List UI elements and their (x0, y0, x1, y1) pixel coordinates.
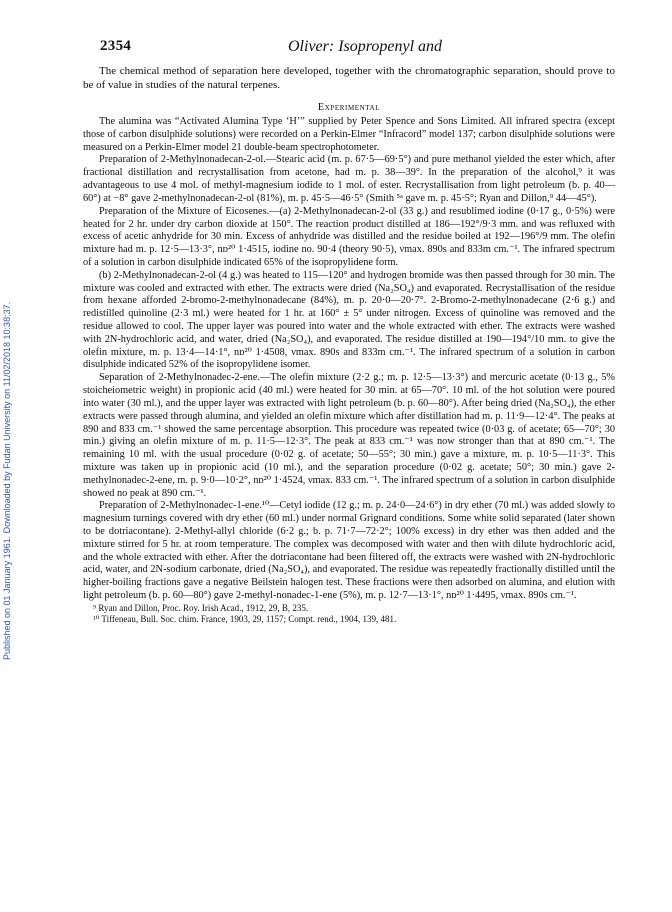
paragraph-separation: Separation of 2-Methylnonadec-2-ene.—The olefin mixture (2·2 g.; m. p. 12·5—13·3°) and mercuric acetate (0·13 g., 5% stoicheiometric weight) in propionic acid (40 ml.) were heated for 30 min. at 65—70°. 10 ml. of the hot solution were poured into water (30 ml.), and the upper layer was extracted with light petroleum (b. p. 60—80°). After being dried (Na₂SO₄), the ether extracts were passed through alumina, and yielded an olefin mixture which after distillation had m. p. 11·9—12·4°. The peaks at 890 and 833 cm.⁻¹ showed the same percentage absorption. This procedure was repeated twice (0·03 g. of acetate; 65—70°; 30 min.) giving an olefin mixture of m. p. 11·5—12·3°. The peak at 833 cm.⁻¹ was now stronger than that at 890 cm.⁻¹. The remaining 10 ml. with the usual procedure (0·02 g. of acetate; 50—55°; 30 min.) gave a mixture, m. p. 10·5—11·3°. This mixture was taken up in propionic acid (10 ml.), and the separation procedure (0·02 g. acetate; 50°; 30 min.) gave 2-methylnonadec-2-ene, m. p. 9·0—10·2°, nᴅ²⁰ 1·4524, νmax. 833 cm.⁻¹. The infrared spectrum of a solution in carbon disulphide showed no peak at 890 cm.⁻¹. (83, 372, 615, 499)
download-watermark (1, 150, 13, 660)
watermark-text: Published on 01 January 1961. Downloaded by Fudan University on 11/02/2018 10:38:37. (2, 301, 12, 660)
section-heading-experimental: Experimental (317, 102, 381, 113)
footnote-10: ¹⁰ Tiffeneau, Bull. Soc. chim. France, 1903, 29, 1157; Compt. rend., 1904, 139, 481. (93, 614, 397, 625)
paragraph-prep-nonadecanol: Preparation of 2-Methylnonadecan-2-ol.—Stearic acid (m. p. 67·5—69·5°) and pure methanol yielded the ester which, after fractional distillation and recrystallisation from acetone, had m. p. 38—39°. In the preparation of the alcohol,⁹ it was advantageous to use 4 mol. of methyl-magnesium iodide to 1 mol. of ester. Recrystallisation from light petroleum (b. p. 40—60°) at −8° gave 2-methylnonadecan-2-ol (81%), m. p. 45·5—46·5° (Smith ⁵ᵃ gave m. p. 45·5°; Ryan and Dillon,⁹ 44—45°). (83, 154, 615, 204)
page-header (100, 38, 592, 58)
article-body (83, 64, 615, 626)
intro-paragraph: The chemical method of separation here developed, together with the chromatographic separation, should prove to be of value in studies of the natural terpenes. (83, 65, 615, 91)
paragraph-prep-eicosenes-b: (b) 2-Methylnonadecan-2-ol (4 g.) was heated to 115—120° and hydrogen bromide was then passed through for 30 min. The mixture was cooled and extracted with ether. The extracts were dried (Na₂SO₄) and evaporated. Recrystallisation of the residue from hexane afforded 2-bromo-2-methylnonadecane (84%), m. p. 20·0—20·7°. 2-Bromo-2-methylnonadecane (2·6 g.) and redistilled quinoline (2·3 ml.) were heated for 1 hr. at 160° ± 5° under nitrogen. Excess of quinoline was removed and the residue allowed to cool. The upper layer was poured into water and the whole extracted with ether. The extracts were washed with 2N-hydrochloric acid, and water, dried (Na₂SO₄), and evaporated. The residue distilled at 190—194°/10 mm. to give the olefin mixture, m. p. 13·4—14·1°, nᴅ²⁰ 1·4508, νmax. 890s and 833m cm.⁻¹. The infrared spectrum of a solution in carbon disulphide indicated 52% of the isopropylidene isomer. (83, 269, 615, 371)
paragraph-alumina: The alumina was “Activated Alumina Type ‘H’” supplied by Peter Spence and Sons Limited. All infrared spectra (except those of carbon disulphide solutions) were recorded on a Perkin-Elmer “Infracord” model 137; carbon disulphide solutions were measured on a Perkin-Elmer model 21 double-beam spectrophotometer. (83, 116, 615, 153)
running-head: Oliver: Isopropenyl and (288, 38, 443, 55)
footnote-9: ⁹ Ryan and Dillon, Proc. Roy. Irish Acad., 1912, 29, B, 235. (93, 602, 309, 613)
paragraph-prep-nonadecene: Preparation of 2-Methylnonadec-1-ene.¹⁰—Cetyl iodide (12 g.; m. p. 24·0—24·6°) in dry ether (70 ml.) was added slowly to magnesium turnings covered with dry ether (60 ml.) under normal Grignard conditions. Some white solid separated (later shown to be dotriacontane). 2-Methyl-allyl chloride (6·2 g.; b. p. 71·7—72·2°; 100% excess) in dry ether was then added and the mixture stirred for 5 hr. at room temperature. The complex was decomposed with water and then with dilute hydrochloric acid, and the whole extracted with ether. After the dotriacontane had been filtered off, the extracts were washed with 2N-hydrochloric acid, water, and 2N-sodium carbonate, dried (Na₂SO₄), and evaporated. The residue was repeatedly fractionally distilled until the higher-boiling fractions gave a negative Beilstein halogen test. These fractions were then adsorbed on alumina, and elution with light petroleum (b. p. 60—80°) gave 2-methyl-nonadec-1-ene (5%), m. p. 12·7—13·1°, nᴅ²⁰ 1·4495, νmax. 890s cm.⁻¹. (83, 500, 615, 602)
paragraph-prep-eicosenes-a: Preparation of the Mixture of Eicosenes.—(a) 2-Methylnonadecan-2-ol (33 g.) and resublimed iodine (0·17 g., 0·5%) were heated for 2 hr. under dry carbon dioxide at 150°. The reaction product distilled at 186—192°/9·3 mm. and was refluxed with excess of acetic anhydride for 30 min. Excess of anhydride was distilled and the residue boiled at 192—196°/9 mm. The olefin mixture had m. p. 12·5—13·3°, nᴅ²⁰ 1·4515, iodine no. 90·4 (theory 90·5), νmax. 890s and 833m cm.⁻¹. The infrared spectrum of a solution in carbon disulphide indicated 65% of the isopropylidene form. (83, 205, 615, 268)
page-number: 2354 (100, 38, 132, 54)
